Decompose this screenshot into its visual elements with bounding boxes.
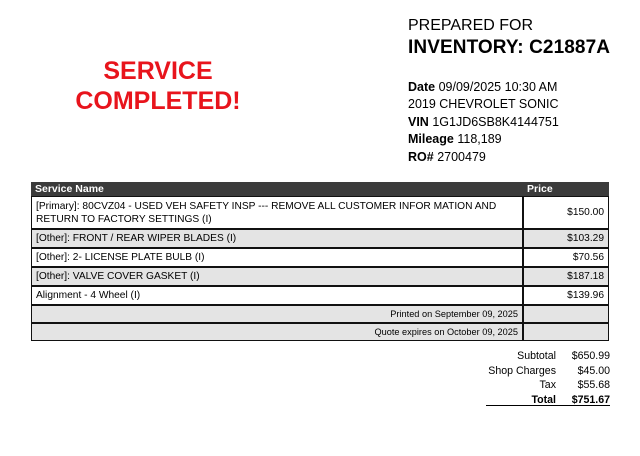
- totals-block: [470, 349, 610, 407]
- date-label: Date: [408, 80, 436, 94]
- service-table: [31, 182, 609, 341]
- service-name-line-2: RETURN TO FACTORY SETTINGS (I): [36, 213, 212, 225]
- date-line: [408, 79, 559, 96]
- subtotal-label: Subtotal: [517, 350, 556, 362]
- expires-row: [31, 323, 609, 341]
- total-label: Total: [531, 393, 556, 406]
- tax-row: [470, 378, 610, 393]
- vehicle-info: [408, 79, 559, 166]
- printed-date: Printed on September 09, 2025: [31, 305, 523, 323]
- mileage-line: [408, 131, 559, 148]
- service-name-cell: [Other]: VALVE COVER GASKET (I): [31, 267, 523, 286]
- table-row: [31, 267, 609, 286]
- price-cell: $187.18: [523, 267, 609, 286]
- service-name-cell: [Other]: FRONT / REAR WIPER BLADES (I): [31, 229, 523, 248]
- table-row: [31, 248, 609, 267]
- shop-charges-value: $45.00: [577, 364, 610, 377]
- vin-line: [408, 114, 559, 131]
- table-header-row: [31, 182, 609, 196]
- mileage-value: 118,189: [457, 132, 502, 147]
- banner-line-2: COMPLETED!: [75, 87, 241, 115]
- tax-label: Tax: [539, 379, 556, 391]
- service-name-cell: [Other]: 2- LICENSE PLATE BULB (I): [31, 248, 523, 267]
- shop-charges-label: Shop Charges: [488, 364, 556, 377]
- ro-value: 2700479: [437, 149, 486, 164]
- tax-value: $55.68: [577, 379, 610, 391]
- price-header: Price: [523, 182, 609, 196]
- subtotal-value: $650.99: [571, 350, 610, 362]
- vin-value: 1G1JD6SB8K4144751: [432, 114, 559, 129]
- service-name-cell: [31, 196, 523, 229]
- table-row: [31, 229, 609, 248]
- vehicle-line: 2019 CHEVROLET SONIC: [408, 97, 559, 112]
- price-cell: $70.56: [523, 248, 609, 267]
- banner-line-1: SERVICE: [103, 57, 213, 85]
- shop-charges-row: [470, 364, 610, 379]
- total-underline: [486, 405, 610, 406]
- date-value: 09/09/2025 10:30 AM: [438, 80, 558, 94]
- table-row: [31, 196, 609, 229]
- total-value: $751.67: [571, 393, 610, 406]
- printed-row: [31, 305, 609, 323]
- service-name-line-1: [Primary]: 80CVZ04 - USED VEH SAFETY INSP --- REMOVE ALL CUSTOMER INFOR MATION AND: [36, 200, 497, 212]
- inventory-number: INVENTORY: C21887A: [408, 37, 611, 58]
- table-row: [31, 286, 609, 305]
- ro-label: RO#: [408, 149, 434, 164]
- printed-blank-cell: [523, 305, 609, 323]
- expires-blank-cell: [523, 323, 609, 341]
- service-completed-banner: [58, 56, 258, 116]
- service-name-cell: Alignment - 4 Wheel (I): [31, 286, 523, 305]
- prepared-for-label: PREPARED FOR: [408, 17, 534, 34]
- subtotal-row: [470, 349, 610, 364]
- quote-expires-date: Quote expires on October 09, 2025: [31, 323, 523, 341]
- price-cell: $139.96: [523, 286, 609, 305]
- mileage-label: Mileage: [408, 132, 454, 147]
- vin-label: VIN: [408, 114, 429, 129]
- service-name-header: Service Name: [31, 182, 523, 196]
- ro-line: [408, 149, 559, 166]
- price-cell: $103.29: [523, 229, 609, 248]
- price-cell: $150.00: [523, 196, 609, 229]
